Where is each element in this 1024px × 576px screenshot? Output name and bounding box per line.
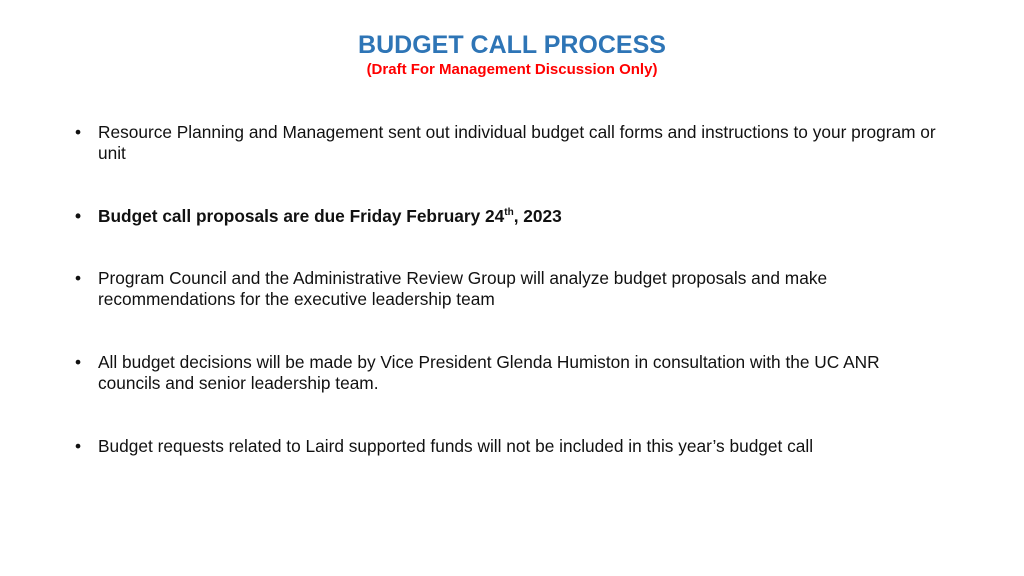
slide-subtitle: (Draft For Management Discussion Only) xyxy=(366,61,658,78)
bullet-item-due-date xyxy=(75,206,945,227)
bullet-dot-icon: • xyxy=(75,122,82,142)
due-date-superscript: th xyxy=(504,207,514,219)
bullet-dot-icon: • xyxy=(75,206,82,226)
bullet-item-decisions xyxy=(75,352,945,394)
bullet-dot-icon: • xyxy=(75,268,82,288)
bullet-text: All budget decisions will be made by Vice President Glenda Humiston in consultation with the UC ANR councils and senior leadership team. xyxy=(98,352,880,393)
bullet-text: Budget requests related to Laird supported funds will not be included in this year’s budget call xyxy=(98,436,814,456)
bullet-item-review xyxy=(75,268,945,310)
bullet-text: Resource Planning and Management sent out individual budget call forms and instructions to your program or unit xyxy=(98,122,936,163)
bullet-item-forms-sent xyxy=(75,122,945,164)
bullet-dot-icon: • xyxy=(75,352,82,372)
due-date-year: , 2023 xyxy=(513,206,562,226)
bullet-item-laird-funds xyxy=(75,436,945,457)
bullet-dot-icon: • xyxy=(75,436,82,456)
bullet-text xyxy=(98,206,945,227)
due-date-text: Budget call proposals are due Friday February 24 xyxy=(98,206,505,226)
slide-title: BUDGET CALL PROCESS xyxy=(358,31,666,59)
bullet-text: Program Council and the Administrative Review Group will analyze budget proposals and make recommendations for the executive leadership team xyxy=(98,268,828,309)
